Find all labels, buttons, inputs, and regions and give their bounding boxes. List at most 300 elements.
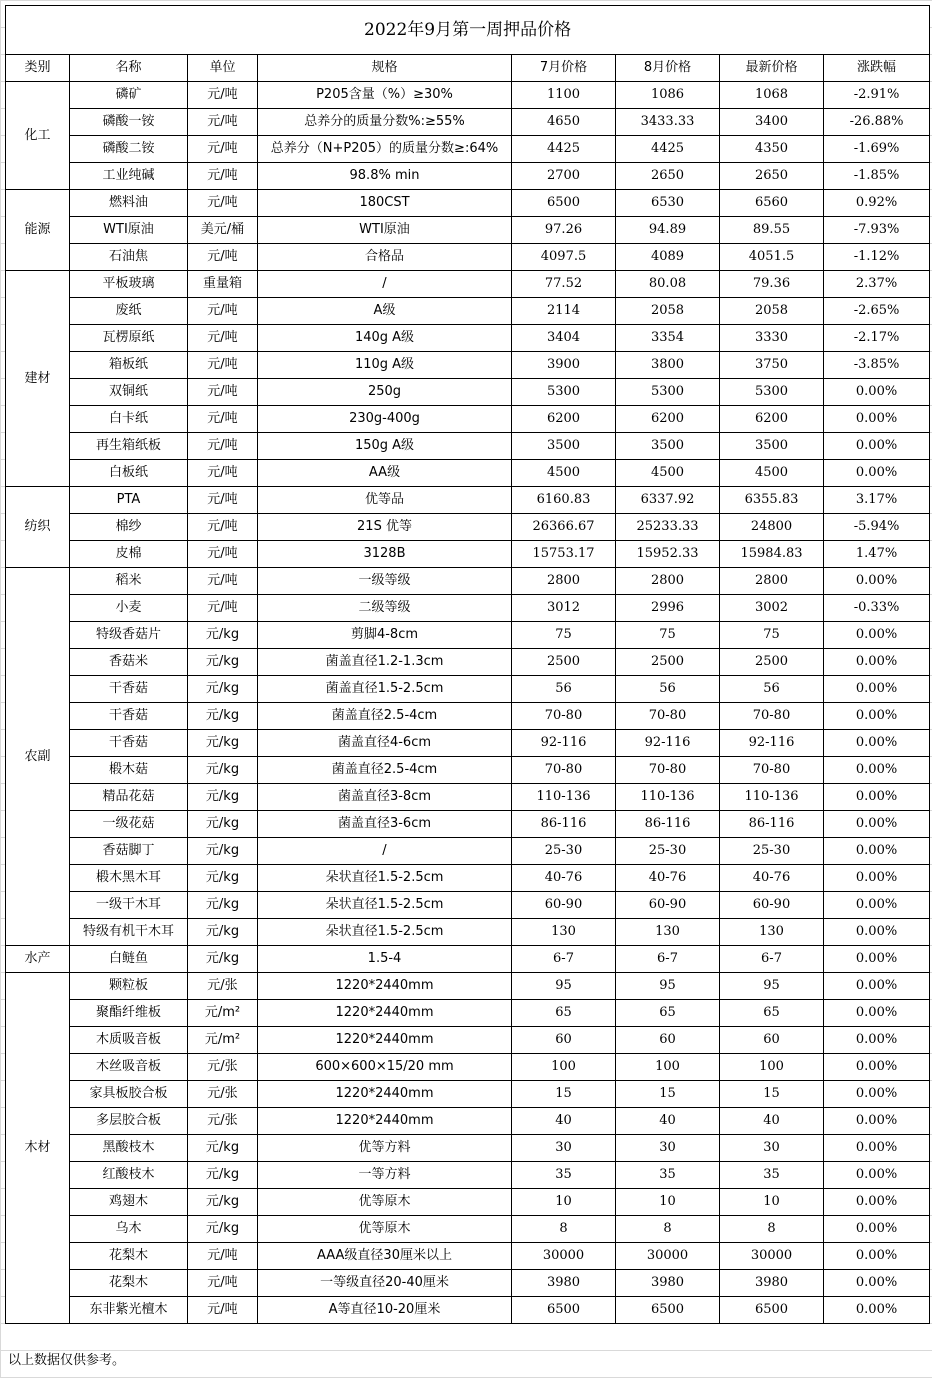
name-cell[interactable]: 一级干木耳: [70, 892, 188, 919]
july-price-cell[interactable]: 70-80: [512, 757, 616, 784]
unit-cell[interactable]: 元/吨: [188, 379, 258, 406]
latest-price-cell[interactable]: 6200: [720, 406, 824, 433]
latest-price-cell[interactable]: 2650: [720, 163, 824, 190]
latest-price-cell[interactable]: 3500: [720, 433, 824, 460]
july-price-cell[interactable]: 70-80: [512, 703, 616, 730]
unit-cell[interactable]: 元/kg: [188, 1162, 258, 1189]
name-cell[interactable]: 白鲢鱼: [70, 946, 188, 973]
august-price-cell[interactable]: 92-116: [616, 730, 720, 757]
august-price-cell[interactable]: 70-80: [616, 703, 720, 730]
august-price-cell[interactable]: 35: [616, 1162, 720, 1189]
unit-cell[interactable]: 元/kg: [188, 919, 258, 946]
spec-cell[interactable]: 优等原木: [258, 1216, 512, 1243]
july-price-cell[interactable]: 3404: [512, 325, 616, 352]
unit-cell[interactable]: 元/吨: [188, 82, 258, 109]
change-cell[interactable]: 2.37%: [824, 271, 930, 298]
august-price-cell[interactable]: 3500: [616, 433, 720, 460]
august-price-cell[interactable]: 65: [616, 1000, 720, 1027]
name-cell[interactable]: 棉纱: [70, 514, 188, 541]
unit-cell[interactable]: 元/kg: [188, 730, 258, 757]
name-cell[interactable]: 干香菇: [70, 676, 188, 703]
spec-cell[interactable]: WTI原油: [258, 217, 512, 244]
spec-cell[interactable]: 总养分的质量分数%:≥55%: [258, 109, 512, 136]
july-price-cell[interactable]: 6500: [512, 1297, 616, 1324]
change-cell[interactable]: 0.00%: [824, 1000, 930, 1027]
unit-cell[interactable]: 元/kg: [188, 622, 258, 649]
unit-cell[interactable]: 元/kg: [188, 784, 258, 811]
august-price-cell[interactable]: 40: [616, 1108, 720, 1135]
august-price-cell[interactable]: 1086: [616, 82, 720, 109]
latest-price-cell[interactable]: 65: [720, 1000, 824, 1027]
latest-price-cell[interactable]: 15: [720, 1081, 824, 1108]
july-price-cell[interactable]: 5300: [512, 379, 616, 406]
header-category[interactable]: 类别: [6, 55, 70, 82]
august-price-cell[interactable]: 15952.33: [616, 541, 720, 568]
change-cell[interactable]: 0.00%: [824, 892, 930, 919]
latest-price-cell[interactable]: 2500: [720, 649, 824, 676]
latest-price-cell[interactable]: 4350: [720, 136, 824, 163]
unit-cell[interactable]: 元/吨: [188, 433, 258, 460]
change-cell[interactable]: 0.00%: [824, 784, 930, 811]
unit-cell[interactable]: 元/kg: [188, 703, 258, 730]
change-cell[interactable]: 0.00%: [824, 1081, 930, 1108]
unit-cell[interactable]: 元/kg: [188, 838, 258, 865]
change-cell[interactable]: -7.93%: [824, 217, 930, 244]
latest-price-cell[interactable]: 6560: [720, 190, 824, 217]
change-cell[interactable]: 0.00%: [824, 622, 930, 649]
unit-cell[interactable]: 元/吨: [188, 568, 258, 595]
change-cell[interactable]: 0.00%: [824, 919, 930, 946]
change-cell[interactable]: 0.00%: [824, 676, 930, 703]
spec-cell[interactable]: 140g A级: [258, 325, 512, 352]
latest-price-cell[interactable]: 30: [720, 1135, 824, 1162]
unit-cell[interactable]: 元/吨: [188, 541, 258, 568]
spec-cell[interactable]: 98.8% min: [258, 163, 512, 190]
latest-price-cell[interactable]: 60-90: [720, 892, 824, 919]
latest-price-cell[interactable]: 3002: [720, 595, 824, 622]
change-cell[interactable]: 0.00%: [824, 379, 930, 406]
july-price-cell[interactable]: 4650: [512, 109, 616, 136]
august-price-cell[interactable]: 30: [616, 1135, 720, 1162]
unit-cell[interactable]: 元/kg: [188, 649, 258, 676]
spec-cell[interactable]: 110g A级: [258, 352, 512, 379]
change-cell[interactable]: 3.17%: [824, 487, 930, 514]
unit-cell[interactable]: 元/kg: [188, 892, 258, 919]
latest-price-cell[interactable]: 79.36: [720, 271, 824, 298]
latest-price-cell[interactable]: 1068: [720, 82, 824, 109]
name-cell[interactable]: 箱板纸: [70, 352, 188, 379]
august-price-cell[interactable]: 30000: [616, 1243, 720, 1270]
july-price-cell[interactable]: 97.26: [512, 217, 616, 244]
latest-price-cell[interactable]: 3980: [720, 1270, 824, 1297]
latest-price-cell[interactable]: 70-80: [720, 703, 824, 730]
change-cell[interactable]: 0.00%: [824, 730, 930, 757]
change-cell[interactable]: 0.00%: [824, 1270, 930, 1297]
header-change[interactable]: 涨跌幅: [824, 55, 930, 82]
name-cell[interactable]: 木丝吸音板: [70, 1054, 188, 1081]
name-cell[interactable]: 东非紫光檀木: [70, 1297, 188, 1324]
august-price-cell[interactable]: 86-116: [616, 811, 720, 838]
latest-price-cell[interactable]: 89.55: [720, 217, 824, 244]
august-price-cell[interactable]: 75: [616, 622, 720, 649]
august-price-cell[interactable]: 4089: [616, 244, 720, 271]
july-price-cell[interactable]: 1100: [512, 82, 616, 109]
july-price-cell[interactable]: 2700: [512, 163, 616, 190]
name-cell[interactable]: 白板纸: [70, 460, 188, 487]
july-price-cell[interactable]: 2114: [512, 298, 616, 325]
july-price-cell[interactable]: 4500: [512, 460, 616, 487]
august-price-cell[interactable]: 4500: [616, 460, 720, 487]
name-cell[interactable]: 燃料油: [70, 190, 188, 217]
august-price-cell[interactable]: 2800: [616, 568, 720, 595]
unit-cell[interactable]: 元/吨: [188, 298, 258, 325]
change-cell[interactable]: -1.85%: [824, 163, 930, 190]
august-price-cell[interactable]: 3433.33: [616, 109, 720, 136]
august-price-cell[interactable]: 6200: [616, 406, 720, 433]
unit-cell[interactable]: 元/kg: [188, 1216, 258, 1243]
spec-cell[interactable]: 21S 优等: [258, 514, 512, 541]
august-price-cell[interactable]: 3980: [616, 1270, 720, 1297]
spec-cell[interactable]: 优等品: [258, 487, 512, 514]
unit-cell[interactable]: 元/张: [188, 1108, 258, 1135]
name-cell[interactable]: 家具板胶合板: [70, 1081, 188, 1108]
change-cell[interactable]: 0.92%: [824, 190, 930, 217]
latest-price-cell[interactable]: 86-116: [720, 811, 824, 838]
name-cell[interactable]: 乌木: [70, 1216, 188, 1243]
name-cell[interactable]: 干香菇: [70, 703, 188, 730]
july-price-cell[interactable]: 30: [512, 1135, 616, 1162]
change-cell[interactable]: 0.00%: [824, 865, 930, 892]
unit-cell[interactable]: 元/kg: [188, 811, 258, 838]
latest-price-cell[interactable]: 6500: [720, 1297, 824, 1324]
july-price-cell[interactable]: 35: [512, 1162, 616, 1189]
name-cell[interactable]: 红酸枝木: [70, 1162, 188, 1189]
july-price-cell[interactable]: 30000: [512, 1243, 616, 1270]
name-cell[interactable]: 精品花菇: [70, 784, 188, 811]
august-price-cell[interactable]: 2650: [616, 163, 720, 190]
spec-cell[interactable]: /: [258, 838, 512, 865]
spec-cell[interactable]: A级: [258, 298, 512, 325]
july-price-cell[interactable]: 100: [512, 1054, 616, 1081]
name-cell[interactable]: 木质吸音板: [70, 1027, 188, 1054]
category-cell[interactable]: 农副: [6, 568, 70, 946]
latest-price-cell[interactable]: 30000: [720, 1243, 824, 1270]
change-cell[interactable]: -1.12%: [824, 244, 930, 271]
change-cell[interactable]: -5.94%: [824, 514, 930, 541]
spec-cell[interactable]: 二级等级: [258, 595, 512, 622]
unit-cell[interactable]: 元/吨: [188, 487, 258, 514]
change-cell[interactable]: -2.17%: [824, 325, 930, 352]
spec-cell[interactable]: 一等级直径20-40厘米: [258, 1270, 512, 1297]
latest-price-cell[interactable]: 56: [720, 676, 824, 703]
change-cell[interactable]: 0.00%: [824, 568, 930, 595]
name-cell[interactable]: 花梨木: [70, 1270, 188, 1297]
latest-price-cell[interactable]: 2800: [720, 568, 824, 595]
header-unit[interactable]: 单位: [188, 55, 258, 82]
spec-cell[interactable]: 1.5-4: [258, 946, 512, 973]
unit-cell[interactable]: 元/kg: [188, 865, 258, 892]
july-price-cell[interactable]: 92-116: [512, 730, 616, 757]
table-title[interactable]: 2022年9月第一周押品价格: [6, 6, 930, 55]
july-price-cell[interactable]: 40-76: [512, 865, 616, 892]
latest-price-cell[interactable]: 100: [720, 1054, 824, 1081]
spec-cell[interactable]: 朵状直径1.5-2.5cm: [258, 919, 512, 946]
august-price-cell[interactable]: 6530: [616, 190, 720, 217]
august-price-cell[interactable]: 80.08: [616, 271, 720, 298]
unit-cell[interactable]: 元/吨: [188, 352, 258, 379]
spec-cell[interactable]: 1220*2440mm: [258, 1000, 512, 1027]
unit-cell[interactable]: 元/张: [188, 973, 258, 1000]
unit-cell[interactable]: 元/kg: [188, 757, 258, 784]
july-price-cell[interactable]: 75: [512, 622, 616, 649]
august-price-cell[interactable]: 3354: [616, 325, 720, 352]
spec-cell[interactable]: 菌盖直径1.2-1.3cm: [258, 649, 512, 676]
change-cell[interactable]: 0.00%: [824, 811, 930, 838]
august-price-cell[interactable]: 130: [616, 919, 720, 946]
july-price-cell[interactable]: 3980: [512, 1270, 616, 1297]
spec-cell[interactable]: AA级: [258, 460, 512, 487]
change-cell[interactable]: 0.00%: [824, 1243, 930, 1270]
august-price-cell[interactable]: 94.89: [616, 217, 720, 244]
august-price-cell[interactable]: 95: [616, 973, 720, 1000]
july-price-cell[interactable]: 3500: [512, 433, 616, 460]
category-cell[interactable]: 化工: [6, 82, 70, 190]
change-cell[interactable]: 1.47%: [824, 541, 930, 568]
spec-cell[interactable]: 1220*2440mm: [258, 1027, 512, 1054]
header-spec[interactable]: 规格: [258, 55, 512, 82]
name-cell[interactable]: 小麦: [70, 595, 188, 622]
name-cell[interactable]: 平板玻璃: [70, 271, 188, 298]
august-price-cell[interactable]: 25-30: [616, 838, 720, 865]
change-cell[interactable]: 0.00%: [824, 1027, 930, 1054]
change-cell[interactable]: -0.33%: [824, 595, 930, 622]
august-price-cell[interactable]: 100: [616, 1054, 720, 1081]
name-cell[interactable]: 一级花菇: [70, 811, 188, 838]
change-cell[interactable]: 0.00%: [824, 703, 930, 730]
name-cell[interactable]: 工业纯碱: [70, 163, 188, 190]
latest-price-cell[interactable]: 95: [720, 973, 824, 1000]
unit-cell[interactable]: 元/吨: [188, 244, 258, 271]
change-cell[interactable]: -1.69%: [824, 136, 930, 163]
spec-cell[interactable]: AAA级直径30厘米以上: [258, 1243, 512, 1270]
unit-cell[interactable]: 元/m²: [188, 1027, 258, 1054]
july-price-cell[interactable]: 6500: [512, 190, 616, 217]
header-august-price[interactable]: 8月价格: [616, 55, 720, 82]
latest-price-cell[interactable]: 6355.83: [720, 487, 824, 514]
unit-cell[interactable]: 元/吨: [188, 1297, 258, 1324]
spec-cell[interactable]: 1220*2440mm: [258, 973, 512, 1000]
spec-cell[interactable]: 一等方料: [258, 1162, 512, 1189]
latest-price-cell[interactable]: 24800: [720, 514, 824, 541]
latest-price-cell[interactable]: 60: [720, 1027, 824, 1054]
august-price-cell[interactable]: 4425: [616, 136, 720, 163]
latest-price-cell[interactable]: 130: [720, 919, 824, 946]
latest-price-cell[interactable]: 10: [720, 1189, 824, 1216]
change-cell[interactable]: 0.00%: [824, 1216, 930, 1243]
july-price-cell[interactable]: 77.52: [512, 271, 616, 298]
latest-price-cell[interactable]: 110-136: [720, 784, 824, 811]
august-price-cell[interactable]: 2058: [616, 298, 720, 325]
july-price-cell[interactable]: 65: [512, 1000, 616, 1027]
change-cell[interactable]: 0.00%: [824, 1297, 930, 1324]
august-price-cell[interactable]: 40-76: [616, 865, 720, 892]
name-cell[interactable]: 双铜纸: [70, 379, 188, 406]
latest-price-cell[interactable]: 15984.83: [720, 541, 824, 568]
change-cell[interactable]: 0.00%: [824, 406, 930, 433]
change-cell[interactable]: 0.00%: [824, 946, 930, 973]
spec-cell[interactable]: 菌盖直径2.5-4cm: [258, 703, 512, 730]
spec-cell[interactable]: 1220*2440mm: [258, 1081, 512, 1108]
category-cell[interactable]: 建材: [6, 271, 70, 487]
latest-price-cell[interactable]: 3400: [720, 109, 824, 136]
august-price-cell[interactable]: 6500: [616, 1297, 720, 1324]
july-price-cell[interactable]: 40: [512, 1108, 616, 1135]
name-cell[interactable]: 聚酯纤维板: [70, 1000, 188, 1027]
unit-cell[interactable]: 元/吨: [188, 1243, 258, 1270]
latest-price-cell[interactable]: 40-76: [720, 865, 824, 892]
spec-cell[interactable]: 230g-400g: [258, 406, 512, 433]
spec-cell[interactable]: /: [258, 271, 512, 298]
name-cell[interactable]: 鸡翅木: [70, 1189, 188, 1216]
unit-cell[interactable]: 元/吨: [188, 514, 258, 541]
spec-cell[interactable]: 朵状直径1.5-2.5cm: [258, 865, 512, 892]
july-price-cell[interactable]: 130: [512, 919, 616, 946]
spec-cell[interactable]: 菌盖直径3-8cm: [258, 784, 512, 811]
spec-cell[interactable]: A等直径10-20厘米: [258, 1297, 512, 1324]
name-cell[interactable]: 特级香菇片: [70, 622, 188, 649]
spec-cell[interactable]: 优等方料: [258, 1135, 512, 1162]
august-price-cell[interactable]: 56: [616, 676, 720, 703]
july-price-cell[interactable]: 2800: [512, 568, 616, 595]
latest-price-cell[interactable]: 25-30: [720, 838, 824, 865]
august-price-cell[interactable]: 6-7: [616, 946, 720, 973]
july-price-cell[interactable]: 25-30: [512, 838, 616, 865]
august-price-cell[interactable]: 6337.92: [616, 487, 720, 514]
change-cell[interactable]: 0.00%: [824, 757, 930, 784]
july-price-cell[interactable]: 3900: [512, 352, 616, 379]
august-price-cell[interactable]: 2500: [616, 649, 720, 676]
name-cell[interactable]: WTI原油: [70, 217, 188, 244]
name-cell[interactable]: 瓦楞原纸: [70, 325, 188, 352]
category-cell[interactable]: 能源: [6, 190, 70, 271]
spec-cell[interactable]: 1220*2440mm: [258, 1108, 512, 1135]
name-cell[interactable]: 多层胶合板: [70, 1108, 188, 1135]
name-cell[interactable]: 香菇米: [70, 649, 188, 676]
latest-price-cell[interactable]: 4051.5: [720, 244, 824, 271]
august-price-cell[interactable]: 5300: [616, 379, 720, 406]
spec-cell[interactable]: 180CST: [258, 190, 512, 217]
name-cell[interactable]: 香菇脚丁: [70, 838, 188, 865]
unit-cell[interactable]: 元/吨: [188, 136, 258, 163]
spec-cell[interactable]: 150g A级: [258, 433, 512, 460]
latest-price-cell[interactable]: 3330: [720, 325, 824, 352]
change-cell[interactable]: 0.00%: [824, 1135, 930, 1162]
spec-cell[interactable]: 朵状直径1.5-2.5cm: [258, 892, 512, 919]
name-cell[interactable]: 特级有机干木耳: [70, 919, 188, 946]
august-price-cell[interactable]: 110-136: [616, 784, 720, 811]
unit-cell[interactable]: 元/吨: [188, 1270, 258, 1297]
header-name[interactable]: 名称: [70, 55, 188, 82]
spec-cell[interactable]: P205含量（%）≥30%: [258, 82, 512, 109]
name-cell[interactable]: 椴木黑木耳: [70, 865, 188, 892]
latest-price-cell[interactable]: 5300: [720, 379, 824, 406]
july-price-cell[interactable]: 4425: [512, 136, 616, 163]
name-cell[interactable]: 皮棉: [70, 541, 188, 568]
unit-cell[interactable]: 重量箱: [188, 271, 258, 298]
july-price-cell[interactable]: 6160.83: [512, 487, 616, 514]
july-price-cell[interactable]: 86-116: [512, 811, 616, 838]
spec-cell[interactable]: 菌盖直径4-6cm: [258, 730, 512, 757]
name-cell[interactable]: 磷矿: [70, 82, 188, 109]
july-price-cell[interactable]: 6200: [512, 406, 616, 433]
july-price-cell[interactable]: 2500: [512, 649, 616, 676]
july-price-cell[interactable]: 4097.5: [512, 244, 616, 271]
name-cell[interactable]: 黑酸枝木: [70, 1135, 188, 1162]
july-price-cell[interactable]: 15: [512, 1081, 616, 1108]
latest-price-cell[interactable]: 75: [720, 622, 824, 649]
latest-price-cell[interactable]: 3750: [720, 352, 824, 379]
spec-cell[interactable]: 3128B: [258, 541, 512, 568]
name-cell[interactable]: 颗粒板: [70, 973, 188, 1000]
change-cell[interactable]: 0.00%: [824, 649, 930, 676]
july-price-cell[interactable]: 6-7: [512, 946, 616, 973]
unit-cell[interactable]: 美元/桶: [188, 217, 258, 244]
spec-cell[interactable]: 合格品: [258, 244, 512, 271]
name-cell[interactable]: 干香菇: [70, 730, 188, 757]
change-cell[interactable]: 0.00%: [824, 460, 930, 487]
august-price-cell[interactable]: 8: [616, 1216, 720, 1243]
spec-cell[interactable]: 优等原木: [258, 1189, 512, 1216]
spec-cell[interactable]: 菌盖直径3-6cm: [258, 811, 512, 838]
spec-cell[interactable]: 剪脚4-8cm: [258, 622, 512, 649]
unit-cell[interactable]: 元/张: [188, 1054, 258, 1081]
change-cell[interactable]: -2.91%: [824, 82, 930, 109]
spec-cell[interactable]: 菌盖直径2.5-4cm: [258, 757, 512, 784]
unit-cell[interactable]: 元/吨: [188, 460, 258, 487]
latest-price-cell[interactable]: 2058: [720, 298, 824, 325]
name-cell[interactable]: 再生箱纸板: [70, 433, 188, 460]
july-price-cell[interactable]: 110-136: [512, 784, 616, 811]
change-cell[interactable]: 0.00%: [824, 1054, 930, 1081]
latest-price-cell[interactable]: 8: [720, 1216, 824, 1243]
august-price-cell[interactable]: 60-90: [616, 892, 720, 919]
latest-price-cell[interactable]: 4500: [720, 460, 824, 487]
unit-cell[interactable]: 元/吨: [188, 109, 258, 136]
unit-cell[interactable]: 元/吨: [188, 406, 258, 433]
name-cell[interactable]: 废纸: [70, 298, 188, 325]
july-price-cell[interactable]: 60-90: [512, 892, 616, 919]
name-cell[interactable]: 稻米: [70, 568, 188, 595]
latest-price-cell[interactable]: 40: [720, 1108, 824, 1135]
header-july-price[interactable]: 7月价格: [512, 55, 616, 82]
spec-cell[interactable]: 菌盖直径1.5-2.5cm: [258, 676, 512, 703]
august-price-cell[interactable]: 60: [616, 1027, 720, 1054]
unit-cell[interactable]: 元/kg: [188, 676, 258, 703]
spec-cell[interactable]: 总养分（N+P205）的质量分数≥:64%: [258, 136, 512, 163]
name-cell[interactable]: 磷酸二铵: [70, 136, 188, 163]
latest-price-cell[interactable]: 6-7: [720, 946, 824, 973]
august-price-cell[interactable]: 10: [616, 1189, 720, 1216]
spec-cell[interactable]: 一级等级: [258, 568, 512, 595]
unit-cell[interactable]: 元/kg: [188, 1135, 258, 1162]
spec-cell[interactable]: 600×600×15/20 mm: [258, 1054, 512, 1081]
change-cell[interactable]: 0.00%: [824, 973, 930, 1000]
july-price-cell[interactable]: 56: [512, 676, 616, 703]
latest-price-cell[interactable]: 92-116: [720, 730, 824, 757]
change-cell[interactable]: -2.65%: [824, 298, 930, 325]
august-price-cell[interactable]: 3800: [616, 352, 720, 379]
august-price-cell[interactable]: 2996: [616, 595, 720, 622]
